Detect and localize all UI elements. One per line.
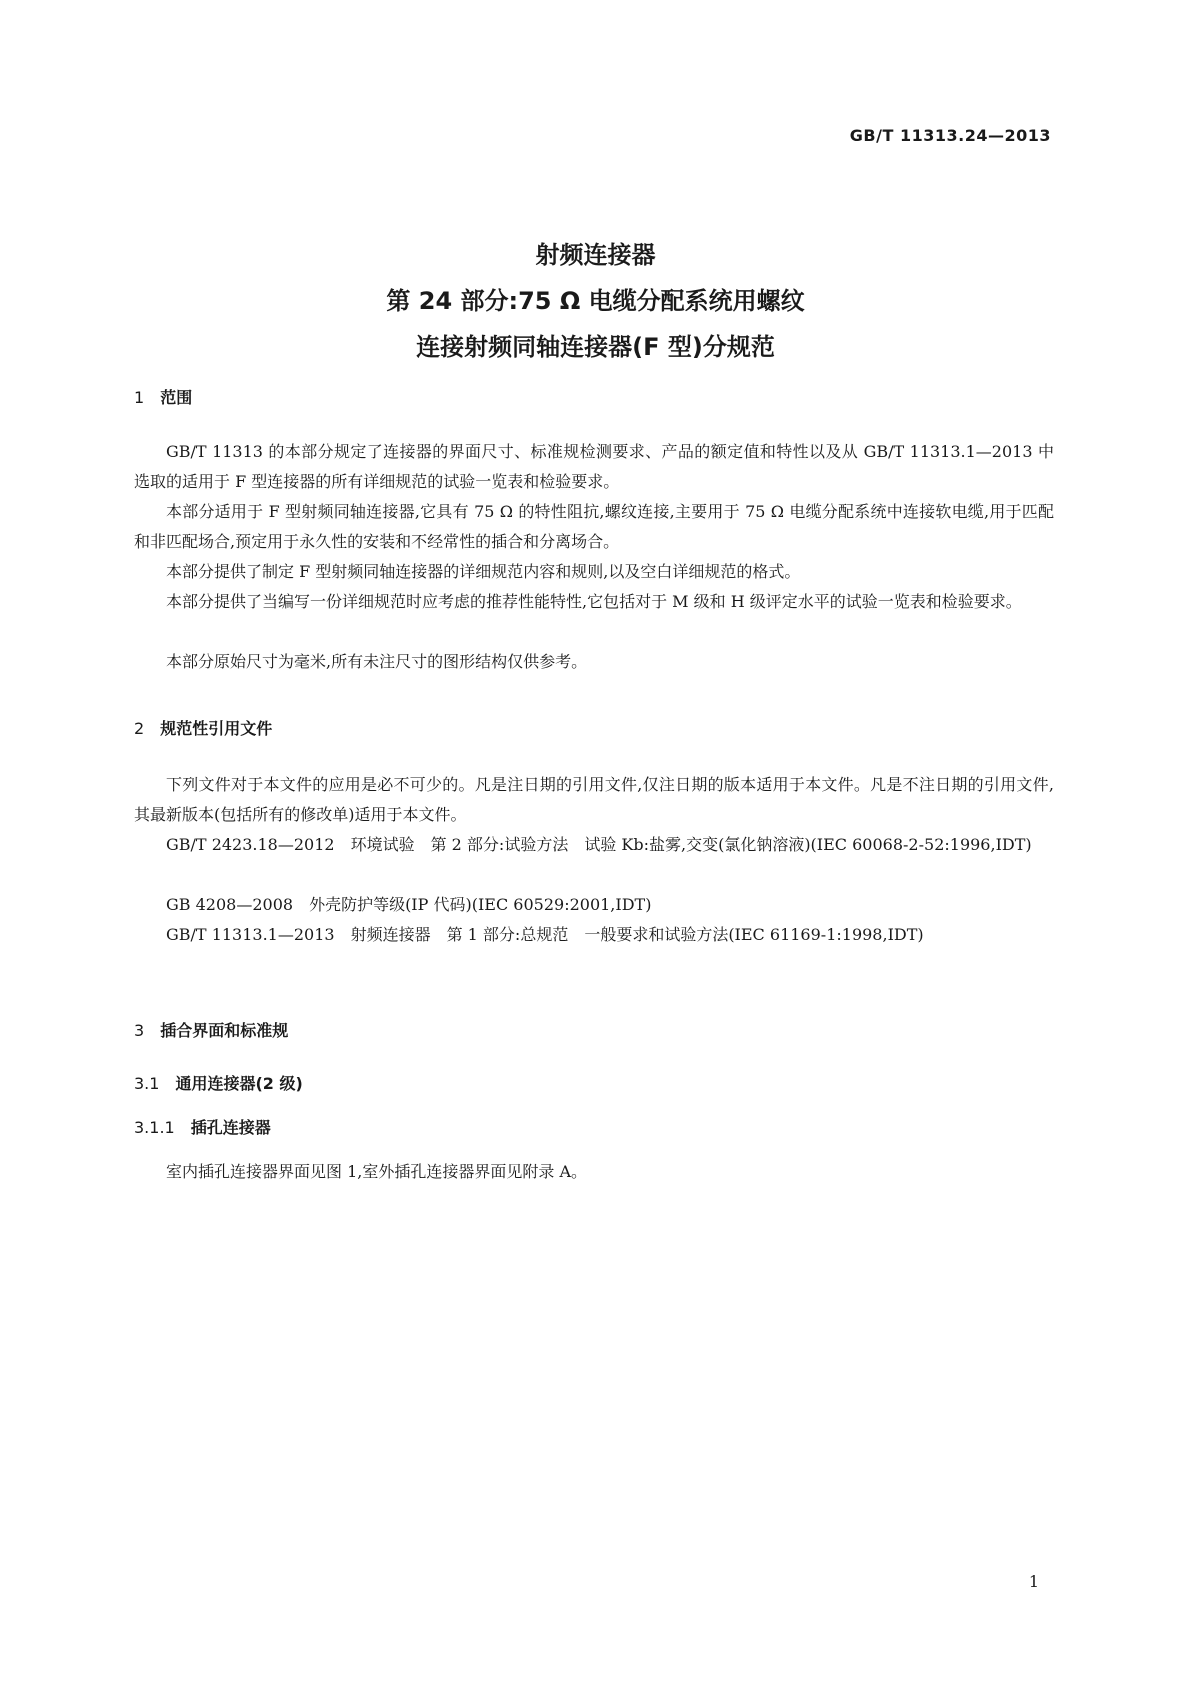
page-number: 1 bbox=[1028, 1572, 1039, 1591]
section-number: 3.1 bbox=[134, 1074, 160, 1093]
title-line-3: 连接射频同轴连接器(F 型)分规范 bbox=[416, 333, 775, 361]
section-3-1-heading bbox=[134, 1071, 303, 1094]
section-number: 3.1.1 bbox=[134, 1118, 175, 1137]
reference-item: GB/T 11313.1—2013 射频连接器 第 1 部分:总规范 一般要求和试验方法(IEC 61169-1:1998,IDT) bbox=[166, 925, 924, 944]
section-1-paragraph: GB/T 11313 的本部分规定了连接器的界面尺寸、标准规检测要求、产品的额定值和特性以及从 GB/T 11313.1—2013 中选取的适用于 F 型连接器的所有详细规范的试验一览表和检验要求。 bbox=[134, 442, 1054, 491]
section-title: 通用连接器(2 级) bbox=[175, 1074, 303, 1093]
section-title: 范围 bbox=[160, 388, 193, 407]
section-1-paragraph: 本部分提供了当编写一份详细规范时应考虑的推荐性能特性,它包括对于 M 级和 H 级评定水平的试验一览表和检验要求。 bbox=[166, 592, 1022, 611]
section-number: 1 bbox=[134, 388, 145, 407]
section-title: 规范性引用文件 bbox=[160, 719, 273, 738]
section-3-heading bbox=[134, 1018, 288, 1041]
section-1-paragraph: 本部分提供了制定 F 型射频同轴连接器的详细规范内容和规则,以及空白详细规范的格式。 bbox=[166, 562, 801, 581]
section-3-1-1-heading bbox=[134, 1115, 271, 1138]
standard-code: GB/T 11313.24—2013 bbox=[849, 126, 1051, 145]
section-1-paragraph: 本部分适用于 F 型射频同轴连接器,它具有 75 Ω 的特性阻抗,螺纹连接,主要用于 75 Ω 电缆分配系统中连接软电缆,用于匹配和非匹配场合,预定用于永久性的安装和不经常性的插合和分离场合。 bbox=[134, 502, 1054, 551]
title-line-2: 第 24 部分:75 Ω 电缆分配系统用螺纹 bbox=[386, 287, 805, 315]
section-1-paragraph: 本部分原始尺寸为毫米,所有未注尺寸的图形结构仅供参考。 bbox=[166, 652, 588, 671]
section-number: 3 bbox=[134, 1021, 145, 1040]
section-2-intro: 下列文件对于本文件的应用是必不可少的。凡是注日期的引用文件,仅注日期的版本适用于本文件。凡是不注日期的引用文件,其最新版本(包括所有的修改单)适用于本文件。 bbox=[134, 775, 1054, 824]
title-line-1: 射频连接器 bbox=[535, 241, 656, 269]
reference-item: GB/T 2423.18—2012 环境试验 第 2 部分:试验方法 试验 Kb:盐雾,交变(氯化钠溶液)(IEC 60068-2-52:1996,IDT) bbox=[166, 835, 1032, 854]
section-number: 2 bbox=[134, 719, 145, 738]
section-1-heading bbox=[134, 385, 192, 408]
section-2-heading bbox=[134, 716, 272, 739]
reference-item: GB 4208—2008 外壳防护等级(IP 代码)(IEC 60529:2001,IDT) bbox=[166, 895, 652, 914]
section-title: 插合界面和标准规 bbox=[160, 1021, 289, 1040]
document-title bbox=[0, 232, 1191, 370]
section-3-1-1-paragraph: 室内插孔连接器界面见图 1,室外插孔连接器界面见附录 A。 bbox=[166, 1162, 587, 1181]
section-title: 插孔连接器 bbox=[190, 1118, 271, 1137]
